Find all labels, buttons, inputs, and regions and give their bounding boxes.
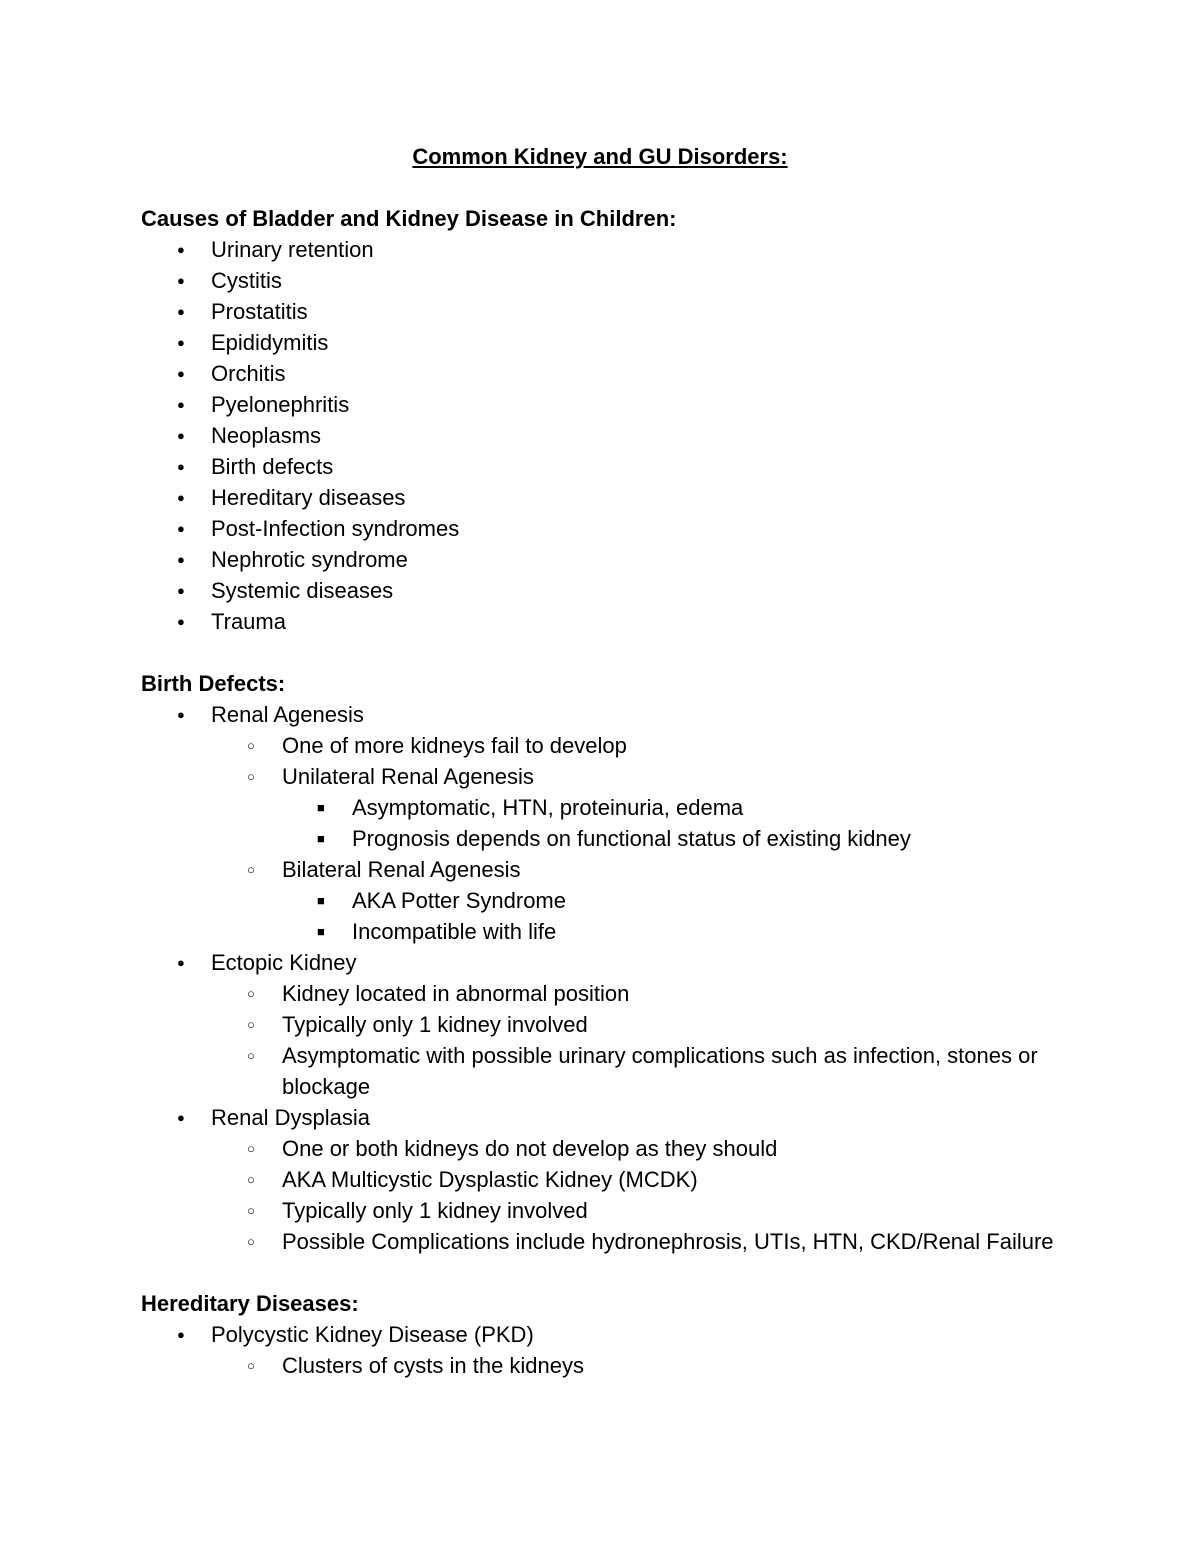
bullet-icon: ● [177,366,185,381]
list-item-pkd [141,1319,1061,1350]
list-item-text: Epididymitis [211,330,329,355]
list-item [141,358,1061,389]
list-item-text: Renal Dysplasia [211,1105,370,1130]
list-item [141,792,1061,823]
ectopic-sublist-wrap [141,978,1061,1102]
square-bullet-icon: ■ [317,924,325,939]
list-item [141,327,1061,358]
ectopic-sublist [141,978,1061,1102]
list-item [141,451,1061,482]
circle-bullet-icon: ○ [247,1203,255,1218]
unilateral-sublist [141,792,1061,854]
list-item-text: One or both kidneys do not develop as they should [282,1136,778,1161]
bilateral-sublist [141,885,1061,947]
list-item [141,1226,1061,1257]
dysplasia-sublist-wrap [141,1133,1061,1257]
list-item [141,482,1061,513]
list-item [141,978,1061,1009]
list-item-text: Pyelonephritis [211,392,350,417]
pkd-sublist [141,1350,1061,1381]
square-bullet-icon: ■ [317,800,325,815]
bullet-icon: ● [177,707,185,722]
list-item-text: Prostatitis [211,299,308,324]
circle-bullet-icon: ○ [247,986,255,1001]
list-item [141,1040,1061,1102]
list-item [141,823,1061,854]
list-item-text: Incompatible with life [352,919,557,944]
bullet-icon: ● [177,1110,185,1125]
list-item-text: Birth defects [211,454,334,479]
list-item-text: Polycystic Kidney Disease (PKD) [211,1322,534,1347]
list-item-text: Trauma [211,609,286,634]
list-item-text: Orchitis [211,361,286,386]
bullet-icon: ● [177,335,185,350]
document-title: Common Kidney and GU Disorders: [412,144,788,169]
list-item-text: Clusters of cysts in the kidneys [282,1353,585,1378]
circle-bullet-icon: ○ [247,1358,255,1373]
hereditary-heading: Hereditary Diseases: [141,1291,359,1316]
list-item [141,544,1061,575]
list-item-text: Neoplasms [211,423,322,448]
list-item-ectopic-kidney [141,947,1061,978]
unilateral-sublist-wrap [141,792,1061,854]
list-item [141,854,1061,885]
list-item [141,730,1061,761]
list-item-renal-dysplasia [141,1102,1061,1133]
document-body [141,203,1061,1381]
list-item-text: Possible Complications include hydronephrosis, UTIs, HTN, CKD/Renal Failure [282,1229,1054,1254]
birth-defects-list [141,699,1061,1257]
dysplasia-sublist [141,1133,1061,1257]
list-item [141,1195,1061,1226]
bullet-icon: ● [177,459,185,474]
hereditary-list [141,1319,1061,1381]
list-item-text: AKA Potter Syndrome [352,888,566,913]
list-item-text: Hereditary diseases [211,485,406,510]
bullet-icon: ● [177,1327,185,1342]
bullet-icon: ● [177,304,185,319]
list-item [141,575,1061,606]
circle-bullet-icon: ○ [247,1172,255,1187]
list-item [141,885,1061,916]
square-bullet-icon: ■ [317,893,325,908]
list-item [141,513,1061,544]
causes-heading: Causes of Bladder and Kidney Disease in Children: [141,206,677,231]
list-item-text: Nephrotic syndrome [211,547,408,572]
list-item [141,606,1061,637]
list-item-text: Renal Agenesis [211,702,364,727]
bullet-icon: ● [177,521,185,536]
list-item-text: Bilateral Renal Agenesis [282,857,521,882]
bullet-icon: ● [177,614,185,629]
circle-bullet-icon: ○ [247,1141,255,1156]
birth-defects-heading: Birth Defects: [141,671,286,696]
list-item [141,1164,1061,1195]
list-item [141,1009,1061,1040]
renal-agenesis-sublist-wrap [141,730,1061,947]
list-item-text: Post-Infection syndromes [211,516,460,541]
square-bullet-icon: ■ [317,831,325,846]
list-item-text: Systemic diseases [211,578,394,603]
list-item-text: Urinary retention [211,237,374,262]
list-item-text: Asymptomatic, HTN, proteinuria, edema [352,795,744,820]
list-item [141,1133,1061,1164]
list-item-text: AKA Multicystic Dysplastic Kidney (MCDK) [282,1167,698,1192]
bullet-icon: ● [177,242,185,257]
bilateral-sublist-wrap [141,885,1061,947]
list-item-text: Cystitis [211,268,282,293]
circle-bullet-icon: ○ [247,1234,255,1249]
list-item-text: One of more kidneys fail to develop [282,733,627,758]
list-item [141,234,1061,265]
list-item-text: Ectopic Kidney [211,950,357,975]
list-item-text: Kidney located in abnormal position [282,981,630,1006]
bullet-icon: ● [177,428,185,443]
spacer [141,1257,1061,1288]
list-item [141,1350,1061,1381]
list-item [141,265,1061,296]
circle-bullet-icon: ○ [247,738,255,753]
list-item [141,420,1061,451]
circle-bullet-icon: ○ [247,1048,255,1063]
bullet-icon: ● [177,273,185,288]
list-item-text: Prognosis depends on functional status of existing kidney [352,826,911,851]
list-item [141,761,1061,792]
list-item-text: Typically only 1 kidney involved [282,1012,588,1037]
circle-bullet-icon: ○ [247,769,255,784]
list-item [141,389,1061,420]
list-item-text: Asymptomatic with possible urinary complications such as infection, stones or blockage [282,1043,1038,1099]
causes-list [141,234,1061,637]
list-item-text: Typically only 1 kidney involved [282,1198,588,1223]
renal-agenesis-sublist [141,730,1061,947]
circle-bullet-icon: ○ [247,1017,255,1032]
pkd-sublist-wrap [141,1350,1061,1381]
bullet-icon: ● [177,490,185,505]
list-item-text: Unilateral Renal Agenesis [282,764,534,789]
list-item-renal-agenesis [141,699,1061,730]
bullet-icon: ● [177,397,185,412]
list-item [141,296,1061,327]
list-item [141,916,1061,947]
spacer [141,637,1061,668]
circle-bullet-icon: ○ [247,862,255,877]
bullet-icon: ● [177,955,185,970]
bullet-icon: ● [177,583,185,598]
bullet-icon: ● [177,552,185,567]
